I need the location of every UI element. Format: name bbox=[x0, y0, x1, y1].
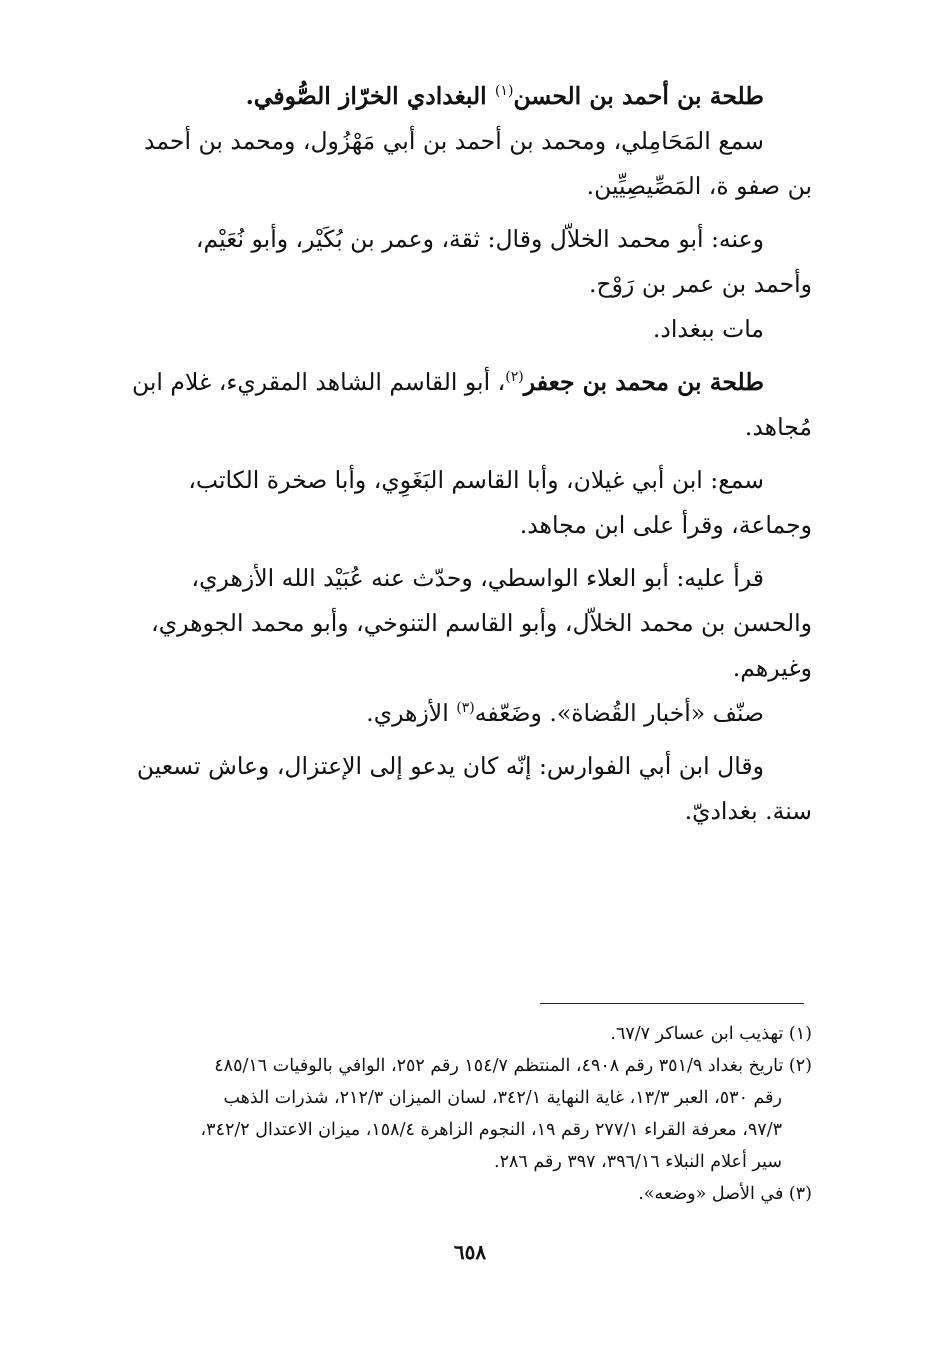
text-line: سمع: ابن أبي غيلان، وأبا القاسم البَغَوِي، وأبا صخرة الكاتب، bbox=[188, 466, 764, 494]
footnote-2-line: رقم ٥٣٠، العبر ١٣/٣، غاية النهاية ٣٤٢/١، لسان الميزان ٢١٢/٣، شذرات الذهب bbox=[223, 1088, 782, 1108]
text-line: بن صفو ة، المَصِّيصِيِّين. bbox=[586, 172, 812, 200]
entry-heading bbox=[108, 74, 812, 119]
entry-heading bbox=[108, 360, 812, 405]
text-line: وغيرهم. bbox=[732, 654, 812, 682]
text-line bbox=[108, 691, 812, 736]
footnote-2-line: (٢) تاريخ بغداد ٣٥١/٩ رقم ٤٩٠٨، المنتظم ١٥٤/٧ رقم ٢٥٢، الوافي بالوفيات ٤٨٥/١٦ bbox=[214, 1056, 812, 1076]
footnote-3: (٣) في الأصل «وضعه». bbox=[638, 1184, 812, 1204]
text-line: وعنه: أبو محمد الخلاّل وقال: ثقة، وعمر بن بُكَيْر، وأبو نُعَيْم، bbox=[195, 225, 764, 253]
footnote-ref: (٣) bbox=[456, 700, 475, 717]
footnote-ref: (١) bbox=[494, 83, 514, 100]
footnote-2-line: ٩٧/٣، معرفة القراء ٢٧٧/١ رقم ١٩، النجوم الزاهرة ١٥٨/٤، ميزان الاعتدال ٣٤٢/٢، bbox=[200, 1120, 782, 1140]
footnote-ref: (٢) bbox=[505, 369, 524, 386]
biography-entry-1 bbox=[108, 74, 812, 352]
text-line: مات ببغداد. bbox=[652, 315, 764, 343]
text-line: سمع المَحَامِلي، ومحمد بن أحمد بن أبي مَهْزُول، ومحمد بن أحمد bbox=[144, 127, 764, 155]
text-line: والحسن بن محمد الخلاّل، وأبو القاسم التنوخي، وأبو محمد الجوهري، bbox=[151, 609, 812, 637]
text-line: وجماعة، وقرأ على ابن مجاهد. bbox=[519, 511, 812, 539]
footnotes bbox=[108, 1018, 812, 1210]
text-segment: الأزهري. bbox=[366, 699, 457, 727]
footnote-divider bbox=[540, 1003, 804, 1004]
biography-entry-2 bbox=[108, 360, 812, 834]
text-line: وقال ابن أبي الفوارس: إنّه كان يدعو إلى الإعتزال، وعاش تسعين bbox=[136, 752, 764, 780]
entry-heading-rest: البغدادي الخرّاز الصُّوفي. bbox=[245, 82, 495, 110]
entry-name: طلحة بن أحمد بن الحسن bbox=[513, 82, 764, 110]
footnote-1: (١) تهذيب ابن عساكر ٦٧/٧. bbox=[610, 1024, 812, 1044]
entry-heading-rest: ، أبو القاسم الشاهد المقريء، غلام ابن bbox=[131, 368, 506, 396]
entry-name: طلحة بن محمد بن جعفر bbox=[523, 368, 764, 396]
text-line: سنة. بغداديّ. bbox=[684, 797, 812, 825]
page-number: ٦٥٨ bbox=[453, 1240, 487, 1264]
main-text bbox=[108, 74, 812, 834]
text-line: قرأ عليه: أبو العلاء الواسطي، وحدّث عنه عُبَيْد الله الأزهري، bbox=[191, 564, 764, 592]
text-line: وأحمد بن عمر بن رَوْح. bbox=[589, 270, 812, 298]
text-line: مُجاهد. bbox=[744, 413, 812, 441]
text-segment: صنّف «أخبار القُضاة». وضَعّفه bbox=[474, 699, 764, 727]
footnote-2-line: سير أعلام النبلاء ٣٩٦/١٦، ٣٩٧ رقم ٢٨٦. bbox=[494, 1152, 782, 1172]
